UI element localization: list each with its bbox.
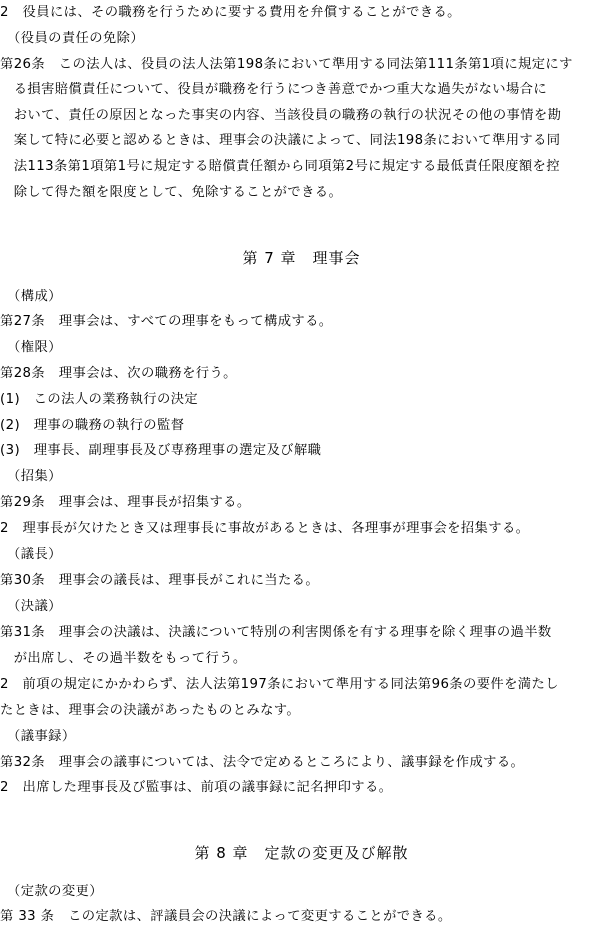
article-26-line-3: おいて、責任の原因となった事実の内容、当該役員の職務の執行の状況その他の事情を勘 [0, 108, 562, 123]
article-30: 第30条 理事会の議長は、理事長がこれに当たる。 [0, 573, 320, 588]
article-31-paragraph-2-line-2: たときは、理事会の決議があったものとみなす。 [0, 703, 301, 718]
paragraph-25-2: 2 役員には、その職務を行うために要する費用を弁償することができる。 [0, 5, 461, 20]
article-31-paragraph-2-line-1: 2 前項の規定にかかわらず、法人法第197条において準用する同法第96条の要件を満たし [0, 677, 559, 692]
heading-convocation: （招集） [0, 469, 62, 484]
heading-officer-liability: （役員の責任の免除） [0, 31, 145, 46]
heading-resolution: （決議） [0, 599, 62, 614]
article-26-line-2: る損害賠償責任について、役員が職務を行うにつき善意でかつ重大な過失がない場合に [0, 82, 548, 97]
article-32: 第32条 理事会の議事については、法令で定めるところにより、議事録を作成する。 [0, 755, 525, 770]
article-28-item-3: (3) 理事長、副理事長及び専務理事の選定及び解職 [0, 443, 322, 458]
article-27: 第27条 理事会は、すべての理事をもって構成する。 [0, 314, 333, 329]
heading-authority: （権限） [0, 340, 62, 355]
article-28-item-1: (1) この法人の業務執行の決定 [0, 392, 199, 407]
chapter-8-title: 第 8 章 定款の変更及び解散 [194, 844, 409, 862]
article-28-item-2: (2) 理事の職務の執行の監督 [0, 418, 185, 433]
heading-amendment: （定款の変更） [0, 884, 103, 899]
article-31-line-1: 第31条 理事会の決議は、決議について特別の利害関係を有する理事を除く理事の過半数 [0, 625, 552, 640]
article-26-line-4: 案して特に必要と認めるときは、理事会の決議によって、同法198条において準用する同 [0, 133, 561, 148]
article-29: 第29条 理事会は、理事長が招集する。 [0, 495, 251, 510]
article-28: 第28条 理事会は、次の職務を行う。 [0, 366, 237, 381]
article-29-paragraph-2: 2 理事長が欠けたとき又は理事長に事故があるときは、各理事が理事会を招集する。 [0, 521, 530, 536]
article-26-line-1: 第26条 この法人は、役員の法人法第198条において準用する同法第111条第1項に規定にす [0, 57, 573, 72]
article-26-line-6: 除して得た額を限度として、免除することができる。 [0, 185, 343, 200]
article-26-line-5: 法113条第1項第1号に規定する賠償責任額から同項第2号に規定する最低責任限度額を控 [0, 159, 560, 174]
article-32-paragraph-2: 2 出席した理事長及び監事は、前項の議事録に記名押印する。 [0, 780, 393, 795]
heading-minutes: （議事録） [0, 729, 76, 744]
article-33: 第 33 条 この定款は、評議員会の決議によって変更することができる。 [0, 909, 452, 924]
chapter-7-title: 第 7 章 理事会 [242, 249, 361, 267]
heading-composition: （構成） [0, 289, 62, 304]
article-31-line-2: が出席し、その過半数をもって行う。 [0, 651, 247, 666]
heading-chair: （議長） [0, 547, 62, 562]
